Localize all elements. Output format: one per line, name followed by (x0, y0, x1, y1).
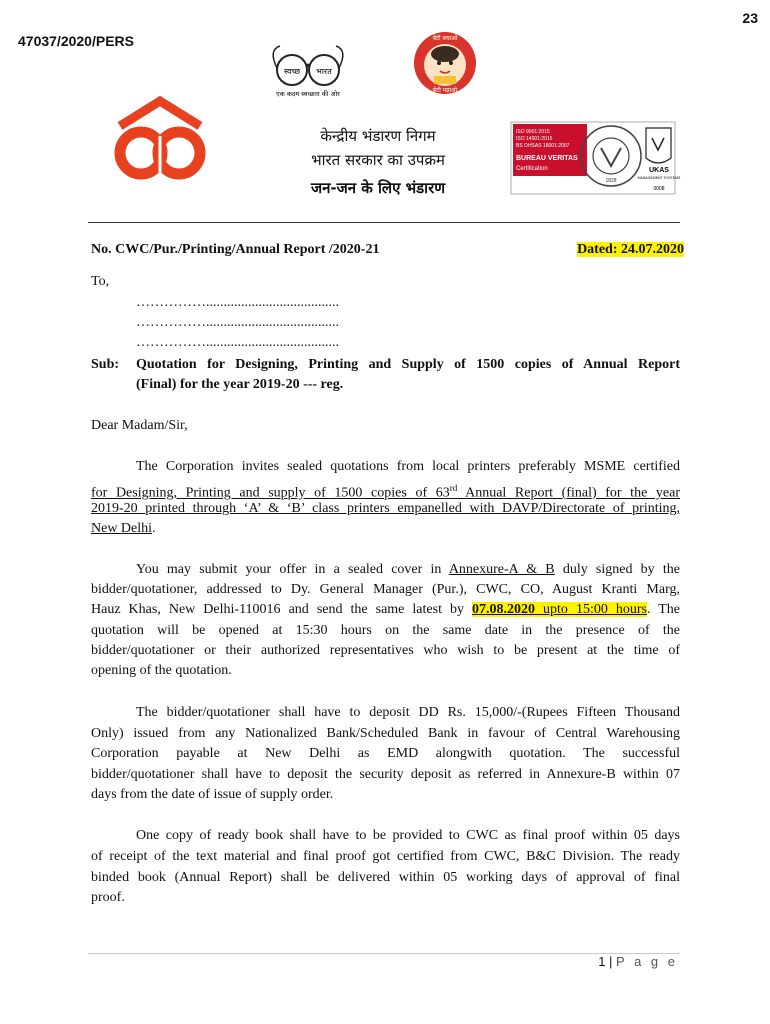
p3-line-2: Only) issued from any Nationalized Bank/Scheduled Bank in favour of Central Warehousing (91, 726, 680, 741)
p1-line-3: 2019-20 printed through ‘A’ & ‘B’ class printers empanelled with DAVP/Directorate of printing, (91, 501, 680, 516)
p2-line-6: opening of the quotation. (91, 663, 232, 678)
footer-divider (88, 953, 680, 954)
svg-text:MANAGEMENT SYSTEMS: MANAGEMENT SYSTEMS (637, 176, 681, 180)
p2-line-1: You may submit your offer in a sealed cover in Annexure-A & B duly signed by the (136, 562, 680, 577)
beti-bottom-text: बेटी पढ़ाओ (432, 87, 458, 94)
cwc-logo (108, 96, 212, 184)
svg-text:0008: 0008 (653, 186, 665, 192)
p2-line-2: bidder/quotationer, addressed to Dy. General Manager (Pur.), CWC, CO, August Kranti Marg, (91, 582, 680, 597)
p3-line-5: days from the date of issue of supply order. (91, 787, 334, 802)
address-line-3: ……………...................................... (136, 335, 339, 350)
svg-text:Certification: Certification (516, 166, 548, 172)
p1-line-1: The Corporation invites sealed quotations from local printers preferably MSME certified (136, 459, 680, 474)
page-footer: 1 | P a g e (598, 954, 678, 969)
p3-line-1: The bidder/quotationer shall have to deposit DD Rs. 15,000/-(Rupees Fifteen Thousand (136, 705, 680, 720)
page-number-top: 23 (742, 10, 758, 26)
swachh-tagline: एक कदम स्वच्छता की ओर (276, 90, 340, 98)
p2-line-4: quotation will be opened at 15:30 hours on the same date in the presence of the (91, 623, 680, 638)
p2-line-5: bidder/quotationer or their authorized representatives who wish to be present at the time of (91, 643, 680, 658)
footer-page-number: 1 (598, 954, 606, 969)
swachh-left-text: स्वच्छ (283, 67, 301, 76)
svg-text:UKAS: UKAS (649, 167, 669, 174)
p1-line-4: New Delhi. (91, 521, 156, 536)
p4-line-2: of receipt of the text material and final proof got certified from CWC, B&C Division. The ready (91, 849, 680, 864)
salutation: Dear Madam/Sir, (91, 418, 188, 433)
address-line-1: ……………...................................... (136, 295, 339, 310)
bv-name: BUREAU VERITAS (516, 155, 578, 162)
bureau-veritas-cert (511, 122, 681, 194)
beti-top-text: बेटी बचाओ (432, 35, 458, 42)
header-divider (88, 222, 680, 223)
file-reference: 47037/2020/PERS (18, 33, 134, 49)
p3-line-3: Corporation payable at New Delhi as EMD alongwith quotation. The successful (91, 746, 680, 761)
swachh-right-text: भारत (316, 67, 332, 76)
svg-text:ISO 14001:2015: ISO 14001:2015 (516, 136, 553, 142)
to-line: To, (91, 274, 110, 289)
svg-text:1828: 1828 (605, 178, 617, 184)
swachh-bharat-logo (262, 40, 354, 102)
letter-number: No. CWC/Pur./Printing/Annual Report /2020-21 (91, 242, 380, 257)
p2-line-3: Hauz Khas, New Delhi-110016 and send the same latest by 07.08.2020 upto 15:00 hours. The (91, 602, 681, 617)
p4-line-3: binded book (Annual Report) shall be delivered within 05 working days of approval of final (91, 870, 680, 885)
p4-line-1: One copy of ready book shall have to be provided to CWC as final proof within 05 days (136, 828, 680, 843)
p3-line-4: bidder/quotationer shall have to deposit the security deposit as referred in Annexure-B within 07 (91, 767, 680, 782)
p4-line-4: proof. (91, 890, 125, 905)
footer-page-label: P a g e (616, 954, 678, 969)
subject-line-2: (Final) for the year 2019-20 --- reg. (136, 377, 344, 392)
letter-date: Dated: 24.07.2020 (577, 242, 684, 257)
subject-label: Sub: (91, 357, 120, 372)
svg-text:BS OHSAS 18001:2007: BS OHSAS 18001:2007 (516, 143, 570, 149)
cwc-hindi-subtitle: भारत सरकार का उपक्रम (311, 151, 445, 169)
svg-text:ISO 9001:2015: ISO 9001:2015 (516, 129, 550, 135)
p1-line-2: for Designing, Printing and supply of 1500 copies of 63rd Annual Report (final) for the year (91, 483, 681, 501)
cwc-hindi-tagline: जन-जन के लिए भंडारण (310, 179, 446, 197)
cwc-hindi-name: केन्द्रीय भंडारण निगम (320, 127, 436, 145)
subject-line-1: Quotation for Designing, Printing and Supply of 1500 copies of Annual Report (136, 357, 680, 372)
address-line-2: ……………...................................... (136, 315, 339, 330)
beti-bachao-logo (412, 30, 478, 96)
